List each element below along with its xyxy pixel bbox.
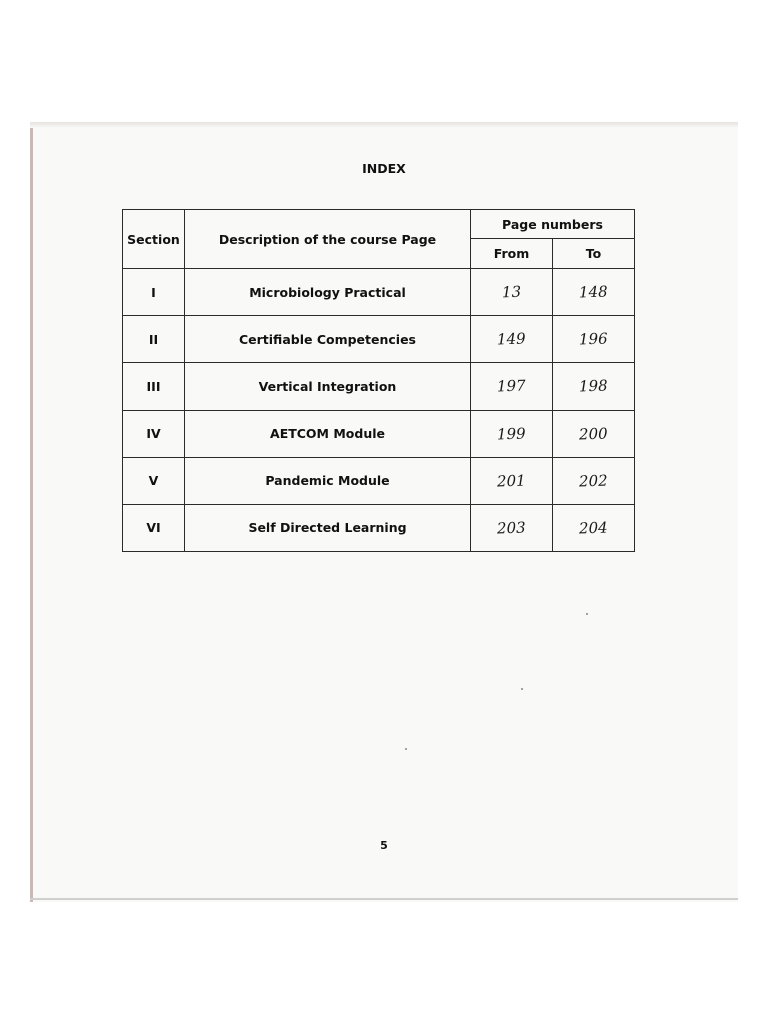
to-value: 202 [578, 471, 609, 491]
from-cell [471, 410, 553, 457]
section-cell: III [123, 363, 185, 410]
description-cell: Certifiable Competencies [185, 316, 471, 363]
description-cell: Vertical Integration [185, 363, 471, 410]
to-cell [553, 269, 635, 316]
from-cell [471, 363, 553, 410]
description-cell: AETCOM Module [185, 410, 471, 457]
table-row [123, 410, 635, 457]
to-cell [553, 410, 635, 457]
header-section: Section [123, 210, 185, 269]
header-page-numbers: Page numbers [471, 210, 635, 239]
page-number: 5 [380, 839, 388, 852]
from-cell [471, 504, 553, 551]
header-from: From [471, 239, 553, 269]
page-bottom-edge [30, 898, 738, 900]
from-value: 197 [496, 376, 527, 396]
from-value: 149 [496, 329, 527, 349]
to-cell [553, 504, 635, 551]
scan-speck [521, 688, 523, 690]
to-value: 198 [578, 376, 609, 396]
to-cell [553, 316, 635, 363]
table-row [123, 363, 635, 410]
header-to: To [553, 239, 635, 269]
to-value: 148 [578, 282, 609, 302]
description-cell: Self Directed Learning [185, 504, 471, 551]
scan-speck [405, 748, 407, 750]
to-cell [553, 363, 635, 410]
table-row [123, 269, 635, 316]
table-row [123, 457, 635, 504]
table-row [123, 504, 635, 551]
section-cell: I [123, 269, 185, 316]
description-cell: Microbiology Practical [185, 269, 471, 316]
section-cell: V [123, 457, 185, 504]
index-title: INDEX [362, 161, 406, 176]
to-value: 196 [578, 329, 609, 349]
from-value: 13 [501, 282, 522, 302]
section-cell: II [123, 316, 185, 363]
to-value: 200 [578, 424, 609, 444]
to-value: 204 [578, 518, 609, 538]
from-value: 203 [496, 518, 527, 538]
from-cell [471, 316, 553, 363]
page-top-edge [30, 122, 738, 128]
header-row [123, 210, 635, 239]
section-cell: IV [123, 410, 185, 457]
to-cell [553, 457, 635, 504]
from-value: 199 [496, 424, 527, 444]
from-cell [471, 457, 553, 504]
from-cell [471, 269, 553, 316]
scan-speck [586, 613, 588, 615]
from-value: 201 [496, 471, 527, 491]
section-cell: VI [123, 504, 185, 551]
description-cell: Pandemic Module [185, 457, 471, 504]
index-table [122, 209, 635, 552]
header-description: Description of the course Page [185, 210, 471, 269]
table-row [123, 316, 635, 363]
